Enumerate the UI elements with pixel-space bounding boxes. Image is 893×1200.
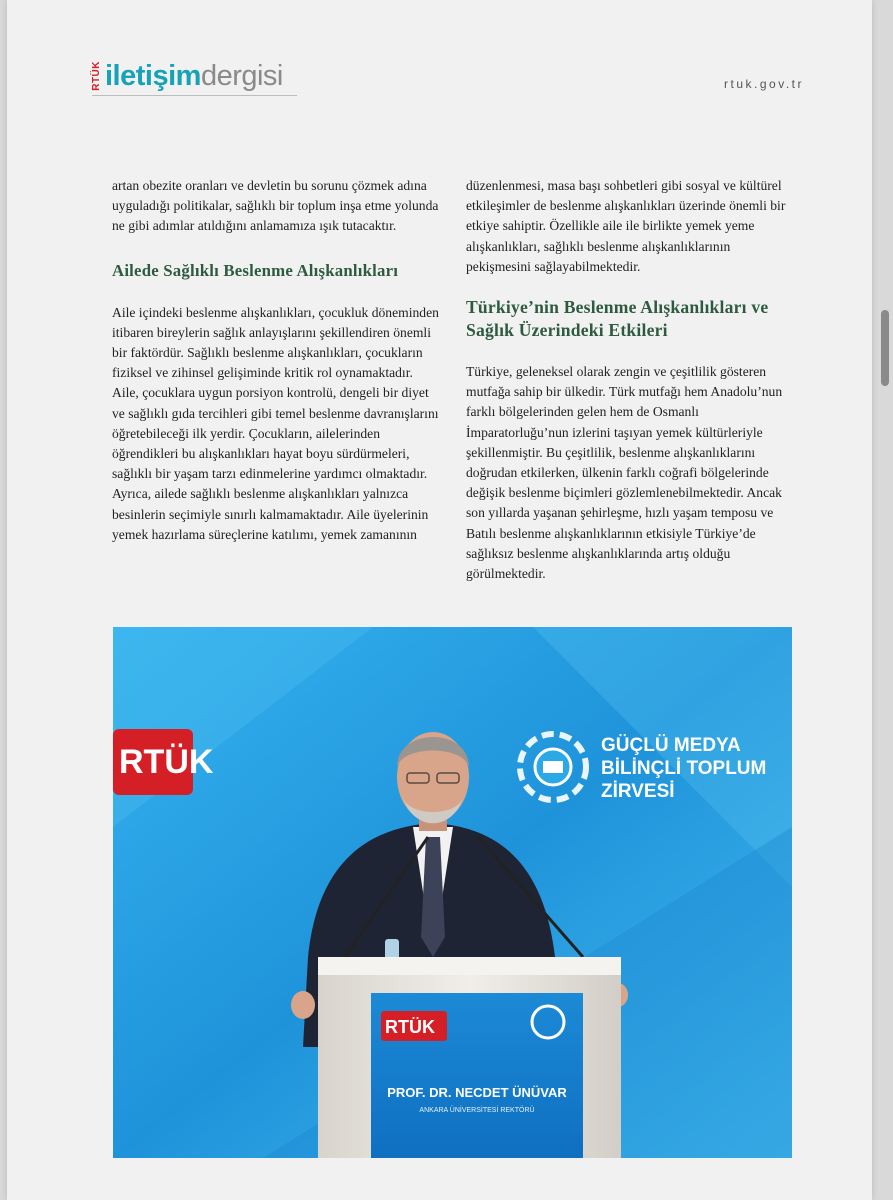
podium-rtuk-text: RTÜK bbox=[385, 1017, 435, 1037]
vertical-scrollbar-thumb[interactable] bbox=[881, 310, 889, 386]
summit-title-line2: BİLİNÇLİ TOPLUM bbox=[601, 758, 767, 779]
speaker-photo-illustration bbox=[113, 627, 792, 1158]
speaker-title: ANKARA ÜNİVERSİTESİ REKTÖRÜ bbox=[419, 1107, 535, 1114]
summit-title-line1: GÜÇLÜ MEDYA bbox=[601, 735, 741, 756]
right-paragraph-2: Türkiye, geleneksel olarak zengin ve çeşitlilik gösteren mutfağa sahip bir ülkedir. Türk mutfağı hem Anadolu’nun farklı bölgelerinden gelen hem de Osmanlı İmparatorluğu’nun izlerini taşıyan yemek kültürleriyle şekillenmiştir. Bu çeşitlilik, beslenme alışkanlıklarını doğrudan etkilerken, ülkenin farklı coğrafi bölgelerinde değişik beslenme biçimleri gözlemlenebilmektedir. Ancak son yıllarda yaşanan şehirleşme, hızlı yaşam temposu ve Batılı beslenme alışkanlıklarının etkisiyle Türkiye’de sağlıksız beslenme alışkanlıklarında artış olduğu görülmektedir. bbox=[466, 364, 783, 582]
logo-dergisi-text: dergisi bbox=[200, 59, 283, 92]
magazine-logo bbox=[92, 58, 283, 94]
right-paragraph-1: düzenlenmesi, masa başı sohbetleri gibi sosyal ve kültürel etkileşimler de beslenme alışkanlıkları üzerinde önemli bir etkiye sahiptir. Özellikle aile ile birlikte yemek yeme alışkanlıkları, sağlıklı beslenme alışkanlıklarının pekişmesini sağlayabilmektedir. bbox=[466, 178, 786, 274]
speaker-photo bbox=[113, 627, 792, 1158]
magazine-page bbox=[7, 0, 872, 1200]
summit-title-line3: ZİRVESİ bbox=[601, 781, 675, 802]
left-column bbox=[112, 176, 442, 545]
right-column bbox=[466, 176, 796, 584]
logo-iletisim-text: iletişim bbox=[105, 59, 201, 92]
speaker-name: PROF. DR. NECDET ÜNÜVAR bbox=[387, 1085, 567, 1100]
left-paragraph-2: Aile içindeki beslenme alışkanlıkları, çocukluk döneminden itibaren bireylerin sağlık anlayışlarını şekillendiren önemli bir faktördür. Sağlıklı beslenme alışkanlıkları, çocukların fiziksel ve zihinsel gelişiminde kritik rol oynamaktadır. Aile, çocuklara uygun porsiyon kontrolü, dengeli bir diyet ve sağlıklı gıda tercihleri gibi temel beslenme davranışlarını öğretebileceği ilk yerdir. Çocukların, ailelerinden öğrendikleri bu alışkanlıkları hayat boyu sürdürmeleri, sağlıklı bir yaşam tarzı edinmelerine yardımcı olmaktadır. Ayrıca, ailede sağlıklı beslenme alışkanlıkları yalnızca besinlerin seçimiyle sınırlı kalmamaktadır. Aile üyelerinin yemek hazırlama süreçlerine katılımı, yemek zamanının bbox=[112, 304, 439, 542]
backdrop-rtuk-text: RTÜK bbox=[119, 743, 214, 781]
section-heading-family-nutrition: Ailede Sağlıklı Beslenme Alışkanlıkları bbox=[112, 260, 399, 280]
site-url: rtuk.gov.tr bbox=[724, 77, 804, 91]
left-paragraph-1: artan obezite oranları ve devletin bu sorunu çözmek adına uyguladığı politikalar, sağlıklı bir toplum inşa etme yolunda ne gibi adımlar atıldığını anlamamıza ışık tutacaktır. bbox=[112, 178, 439, 234]
header-divider bbox=[92, 95, 297, 96]
logo-rtuk-mark: RTÜK bbox=[91, 61, 102, 91]
section-heading-turkey-nutrition: Türkiye’nin Beslenme Alışkanlıkları ve Sağlık Üzerindeki Etkileri bbox=[466, 297, 769, 341]
